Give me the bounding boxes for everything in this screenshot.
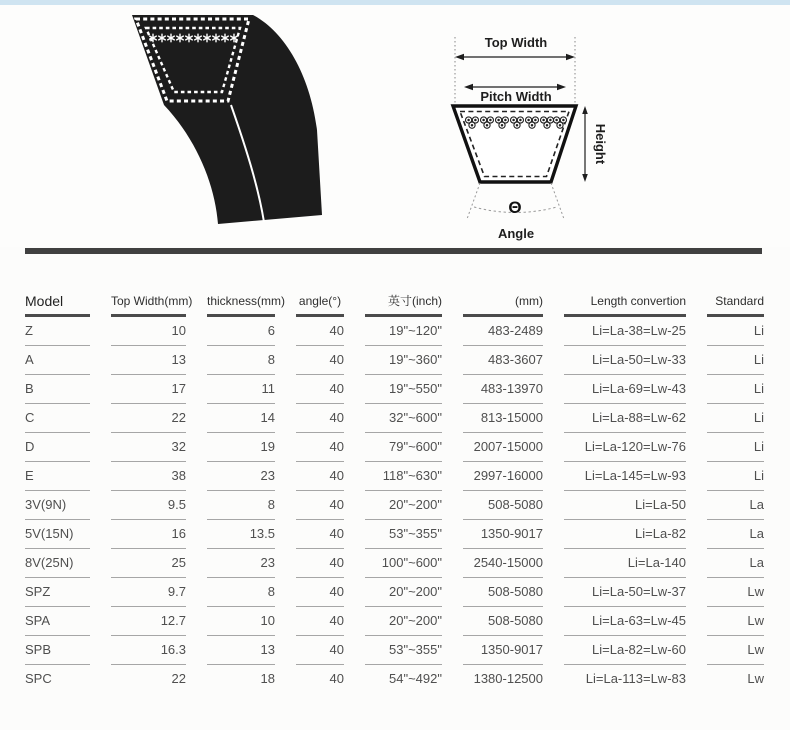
table-row [25,375,767,404]
angle-label: Angle [497,226,535,241]
value-cell-standard: Lw [707,607,764,636]
value-cell-angle-deg: 40 [296,549,344,578]
value-cell-length-convertion: Li=La-145=Lw-93 [564,462,686,491]
model-cell: B [25,375,90,404]
column-header-length-convertion: Length convertion [564,285,686,317]
model-cell: A [25,346,90,375]
value-cell-top-width-mm: 10 [111,317,186,346]
spec-table-header [25,285,767,317]
value-cell-standard: Lw [707,578,764,607]
value-cell-thickness-mm: 6 [207,317,275,346]
model-cell: SPZ [25,578,90,607]
value-cell-thickness-mm: 11 [207,375,275,404]
value-cell-inch-range: 20"~200" [365,607,442,636]
value-cell-thickness-mm: 18 [260,671,275,686]
hero-section [0,5,790,247]
value-cell-angle-deg: 40 [296,636,344,665]
column-header-standard: Standard [707,285,764,317]
value-cell-mm-range: 1380-12500 [473,671,543,686]
value-cell-thickness-mm: 23 [207,462,275,491]
value-cell-length-convertion: Li=La-50=Lw-33 [564,346,686,375]
value-cell-thickness-mm: 8 [207,491,275,520]
value-cell-thickness-mm: 8 [207,346,275,375]
value-cell-angle-deg: 40 [329,671,344,686]
value-cell-length-convertion: Li=La-69=Lw-43 [564,375,686,404]
table-row [25,578,767,607]
column-header-top-width-mm: Top Width(mm) [111,285,186,317]
value-cell-top-width-mm: 22 [111,404,186,433]
value-cell-mm-range: 508-5080 [463,578,543,607]
value-cell-standard: La [707,520,764,549]
value-cell-mm-range: 483-3607 [463,346,543,375]
table-row [25,607,767,636]
value-cell-top-width-mm: 16 [111,520,186,549]
value-cell-length-convertion: Li=La-50=Lw-37 [564,578,686,607]
value-cell-top-width-mm: 17 [111,375,186,404]
value-cell-inch-range: 54"~492" [389,671,442,686]
column-header-angle-deg: angle(°) [296,285,344,317]
value-cell-inch-range: 19"~360" [365,346,442,375]
model-cell: 5V(15N) [25,520,90,549]
value-cell-angle-deg: 40 [296,404,344,433]
value-cell-mm-range: 2540-15000 [463,549,543,578]
value-cell-length-convertion: Li=La-88=Lw-62 [564,404,686,433]
value-cell-length-convertion: Li=La-120=Lw-76 [564,433,686,462]
value-cell-standard: Li [707,346,764,375]
value-cell-mm-range: 508-5080 [463,491,543,520]
belt-body-shape [132,15,322,224]
table-row [25,665,767,693]
value-cell-mm-range: 483-13970 [463,375,543,404]
model-cell: 3V(9N) [25,491,90,520]
column-header-thickness-mm: thickness(mm) [207,285,275,317]
value-cell-thickness-mm: 8 [207,578,275,607]
value-cell-thickness-mm: 23 [207,549,275,578]
table-row [25,462,767,491]
top-width-label: Top Width [484,35,548,50]
table-row [25,491,767,520]
value-cell-angle-deg: 40 [296,346,344,375]
value-cell-top-width-mm: 22 [171,671,186,686]
table-row [25,636,767,665]
spec-table-body [25,317,767,693]
value-cell-standard: La [707,491,764,520]
value-cell-length-convertion: Li=La-113=Lw-83 [585,671,686,686]
value-cell-inch-range: 53"~355" [365,520,442,549]
table-row [25,346,767,375]
column-header-inch-range: 英寸(inch) [365,285,442,317]
spec-table [25,285,767,693]
value-cell-mm-range: 1350-9017 [463,520,543,549]
value-cell-angle-deg: 40 [296,462,344,491]
value-cell-angle-deg: 40 [296,607,344,636]
model-cell: 8V(25N) [25,549,90,578]
value-cell-standard: La [707,549,764,578]
value-cell-length-convertion: Li=La-38=Lw-25 [564,317,686,346]
model-cell: SPC [25,671,52,686]
value-cell-top-width-mm: 38 [111,462,186,491]
value-cell-standard: Li [707,375,764,404]
value-cell-length-convertion: Li=La-82=Lw-60 [564,636,686,665]
value-cell-standard: Li [707,433,764,462]
value-cell-length-convertion: Li=La-63=Lw-45 [564,607,686,636]
model-cell: SPB [25,636,90,665]
value-cell-top-width-mm: 12.7 [111,607,186,636]
value-cell-mm-range: 813-15000 [463,404,543,433]
value-cell-length-convertion: Li=La-82 [564,520,686,549]
value-cell-length-convertion: Li=La-140 [564,549,686,578]
value-cell-mm-range: 2007-15000 [463,433,543,462]
value-cell-inch-range: 53"~355" [365,636,442,665]
value-cell-inch-range: 100"~600" [365,549,442,578]
value-cell-inch-range: 79"~600" [365,433,442,462]
column-header-mm-range: (mm) [463,285,543,317]
value-cell-mm-range: 1350-9017 [463,636,543,665]
value-cell-inch-range: 118"~630" [365,462,442,491]
theta-symbol: Θ [508,198,522,217]
model-cell: Z [25,317,90,346]
table-row [25,520,767,549]
value-cell-standard: Li [707,404,764,433]
value-cell-standard: Lw [747,671,764,686]
value-cell-length-convertion: Li=La-50 [564,491,686,520]
table-row [25,404,767,433]
value-cell-top-width-mm: 32 [111,433,186,462]
value-cell-top-width-mm: 16.3 [111,636,186,665]
model-cell: SPA [25,607,90,636]
value-cell-mm-range: 483-2489 [463,317,543,346]
value-cell-top-width-mm: 13 [111,346,186,375]
value-cell-angle-deg: 40 [296,375,344,404]
table-row [25,549,767,578]
value-cell-thickness-mm: 13 [207,636,275,665]
value-cell-thickness-mm: 19 [207,433,275,462]
value-cell-standard: Li [707,317,764,346]
value-cell-angle-deg: 40 [296,317,344,346]
value-cell-angle-deg: 40 [296,578,344,607]
value-cell-standard: Li [707,462,764,491]
value-cell-inch-range: 20"~200" [365,491,442,520]
value-cell-thickness-mm: 14 [207,404,275,433]
table-row [25,317,767,346]
value-cell-top-width-mm: 9.7 [111,578,186,607]
value-cell-top-width-mm: 9.5 [111,491,186,520]
value-cell-inch-range: 19"~120" [365,317,442,346]
value-cell-inch-range: 19"~550" [365,375,442,404]
table-row [25,433,767,462]
pitch-width-label: Pitch Width [480,89,552,104]
height-label: Height [593,123,608,165]
belt-cross-section-diagram [438,31,678,246]
value-cell-standard: Lw [707,636,764,665]
v-belt-illustration [125,10,330,230]
value-cell-angle-deg: 40 [296,491,344,520]
model-cell: D [25,433,90,462]
value-cell-top-width-mm: 25 [111,549,186,578]
model-cell: E [25,462,90,491]
value-cell-mm-range: 508-5080 [463,607,543,636]
value-cell-angle-deg: 40 [296,433,344,462]
value-cell-inch-range: 32"~600" [365,404,442,433]
value-cell-thickness-mm: 13.5 [207,520,275,549]
value-cell-mm-range: 2997-16000 [463,462,543,491]
value-cell-angle-deg: 40 [296,520,344,549]
value-cell-inch-range: 20"~200" [365,578,442,607]
section-divider [25,248,762,254]
column-header-model: Model [25,285,90,317]
model-cell: C [25,404,90,433]
value-cell-thickness-mm: 10 [207,607,275,636]
